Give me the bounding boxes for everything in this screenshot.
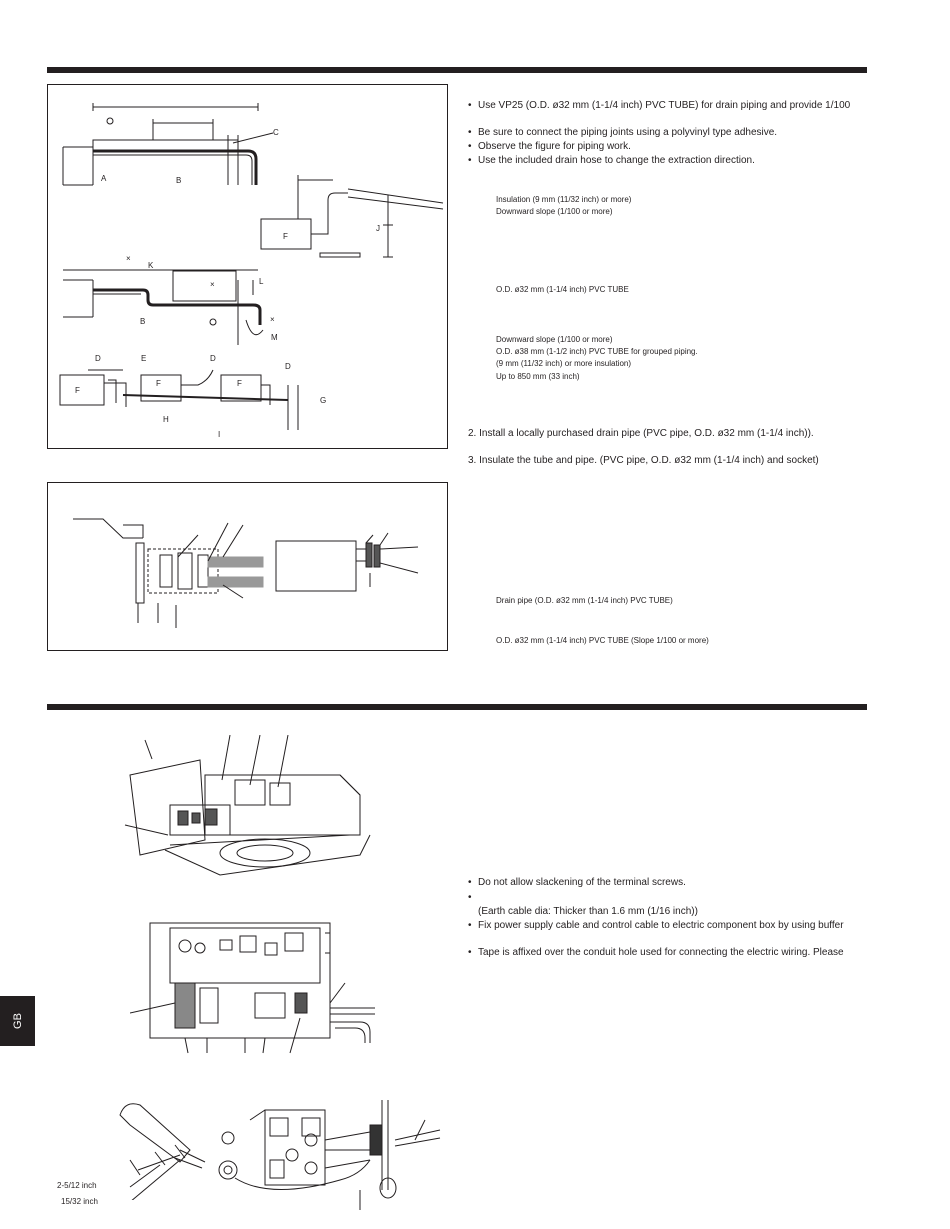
label-circle-g: G [320,396,327,405]
drain-note-2: • Be sure to connect the piping joints using a polyvinyl type adhesive. [468,127,778,138]
socket-insulation-figure [47,482,448,651]
cross-mark: × [270,315,275,324]
drain-note-1: • Use VP25 (O.D. ø32 mm (1-1/4 inch) PVC TUBE) for drain piping and provide 1/100 [468,100,851,111]
wiring-note-4: • Tape is affixed over the conduit hole used for connecting the electric wiring. Please [468,947,844,958]
label-circle-c: C [273,128,279,137]
indoor-unit-illustration [110,735,390,885]
wiring-note-2: • [468,892,472,903]
section-rule-top [47,67,867,73]
legend-max-length: Up to 850 mm (33 inch) [496,372,580,381]
label-circle-f3: F [156,379,161,388]
label-circle-d2: D [210,354,216,363]
label-circle-f: F [283,232,288,241]
section-rule-middle [47,704,867,710]
label-circle-e: E [141,354,147,363]
label-circle-f4: F [237,379,242,388]
label-circle-l: L [259,277,264,286]
legend-insulation: Insulation (9 mm (11/32 inch) or more) [496,195,632,204]
legend-pvc-tube: O.D. ø32 mm (1-1/4 inch) PVC TUBE [496,285,629,294]
dimension-strip-length: 2-5/12 inch [57,1181,97,1190]
label-circle-b2: B [140,317,146,326]
label-circle-m: M [271,333,278,342]
label-circle-a: A [101,174,107,183]
wiring-note-3: • Fix power supply cable and control cable to electric component box by using buffer [468,920,844,931]
label-circle-j: J [376,224,380,233]
legend-more-insulation: (9 mm (11/32 inch) or more insulation) [496,359,632,368]
legend-pvc-slope: O.D. ø32 mm (1-1/4 inch) PVC TUBE (Slope 1/100 or more) [496,636,709,645]
step-3: 3. Insulate the tube and pipe. (PVC pipe, O.D. ø32 mm (1-1/4 inch) and socket) [468,455,819,466]
cross-mark: × [126,254,131,263]
label-circle-d3: D [285,362,291,371]
legend-drain-pipe: Drain pipe (O.D. ø32 mm (1-1/4 inch) PVC TUBE) [496,596,673,605]
drain-note-3: • Observe the figure for piping work. [468,141,631,152]
wiring-note-1: • Do not allow slackening of the terminal screws. [468,877,686,888]
drain-piping-figure [47,84,448,449]
legend-slope: Downward slope (1/100 or more) [496,207,613,216]
label-circle-f2: F [75,386,80,395]
terminal-block-detail [210,1090,450,1210]
label-circle-h: H [163,415,169,424]
cross-mark: × [210,280,215,289]
language-tab: GB [0,996,35,1046]
label-circle-k: K [148,261,154,270]
wiring-note-earth: (Earth cable dia: Thicker than 1.6 mm (1/16 inch)) [478,906,698,917]
legend-grouped-piping: O.D. ø38 mm (1-1/2 inch) PVC TUBE for grouped piping. [496,347,698,356]
label-circle-i: I [218,430,221,439]
electric-component-box [130,918,375,1058]
label-circle-d: D [95,354,101,363]
drain-note-4: • Use the included drain hose to change the extraction direction. [468,155,755,166]
step-2: 2. Install a locally purchased drain pipe (PVC pipe, O.D. ø32 mm (1-1/4 inch)). [468,428,814,439]
cable-strip-detail [110,1090,210,1200]
legend-slope-2: Downward slope (1/100 or more) [496,335,613,344]
label-circle-b: B [176,176,182,185]
dimension-strip-short: 15/32 inch [61,1197,98,1206]
